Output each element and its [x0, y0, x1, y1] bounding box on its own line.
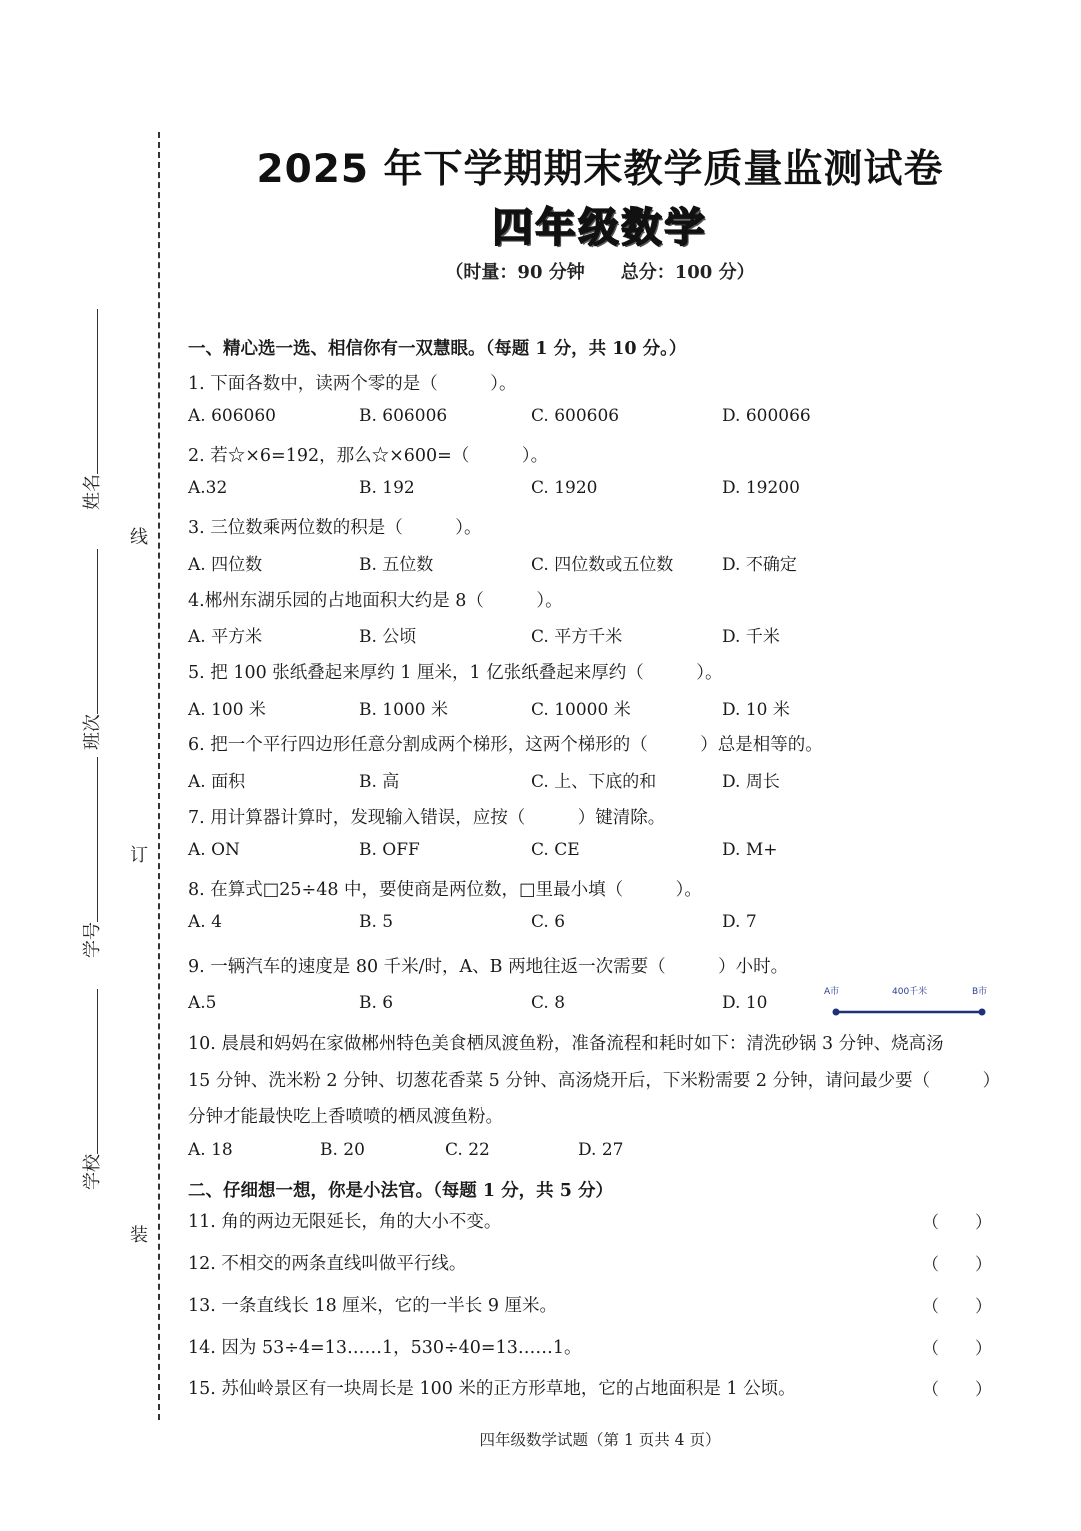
- question-2-option-d: D. 19200: [722, 478, 800, 498]
- question-6-option-d: D. 周长: [722, 772, 780, 792]
- question-4-text: 4.郴州东湖乐园的占地面积大约是 8（ ）。: [188, 591, 563, 611]
- question-8-option-c: C. 6: [531, 912, 566, 932]
- q10-line-2: 15 分钟、洗米粉 2 分钟、切葱花香菜 5 分钟、高汤烧开后，下米粉需要 2 分钟，请问最少要（ ）: [188, 1071, 1001, 1091]
- question-1-text: 1. 下面各数中，读两个零的是（ ）。: [188, 374, 517, 394]
- student-id-blank: [97, 757, 98, 922]
- question-1-option-a: A. 606060: [188, 406, 276, 426]
- question-1-option-c: C. 600606: [531, 406, 620, 426]
- bracket-close: ）: [975, 1339, 992, 1359]
- exam-meta: （时量：90 分钟 总分：100 分）: [445, 262, 755, 283]
- page-footer: 四年级数学试题（第 1 页共 4 页）: [479, 1431, 721, 1449]
- q10-line-3: 分钟才能最快吃上香喷喷的栖凤渡鱼粉。: [188, 1107, 503, 1127]
- question-7-option-d: D. M+: [722, 840, 778, 860]
- school-blank: [97, 989, 98, 1154]
- question-9-option-a: A.5: [188, 993, 217, 1013]
- judge-question-12-text: 12. 不相交的两条直线叫做平行线。: [188, 1254, 467, 1274]
- answer-bracket-12[interactable]: [922, 1250, 992, 1275]
- question-2-option-b: B. 192: [359, 478, 415, 498]
- question-8-text: 8. 在算式□25÷48 中，要使商是两位数，□里最小填（ ）。: [188, 880, 702, 900]
- question-3-option-c: C. 四位数或五位数: [531, 555, 674, 575]
- question-3-option-d: D. 不确定: [722, 555, 797, 575]
- student-id-field: [78, 757, 104, 958]
- question-5-option-a: A. 100 米: [188, 700, 266, 720]
- question-3-text: 3. 三位数乘两位数的积是（ ）。: [188, 518, 482, 538]
- question-5-option-c: C. 10000 米: [531, 700, 631, 720]
- question-4-option-b: B. 公顷: [359, 627, 417, 647]
- question-9-option-c: C. 8: [531, 993, 566, 1013]
- question-8-option-d: D. 7: [722, 912, 757, 932]
- q10-option-b: B. 20: [320, 1140, 365, 1160]
- q10-option-d: D. 27: [578, 1140, 624, 1160]
- question-5-option-d: D. 10 米: [722, 700, 790, 720]
- question-3-option-a: A. 四位数: [188, 555, 263, 575]
- question-6-option-c: C. 上、下底的和: [531, 772, 657, 792]
- question-7-option-b: B. OFF: [359, 840, 420, 860]
- name-field: [78, 309, 104, 510]
- question-6-option-a: A. 面积: [188, 772, 246, 792]
- question-2-text: 2. 若☆×6=192，那么☆×600=（ ）。: [188, 446, 549, 466]
- judge-question-14-text: 14. 因为 53÷4=13……1，530÷40=13……1。: [188, 1338, 582, 1358]
- bracket-open: （: [922, 1297, 939, 1317]
- name-label: 姓名: [82, 474, 103, 510]
- q10-option-c: C. 22: [445, 1140, 490, 1160]
- name-blank: [97, 309, 98, 474]
- bracket-open: （: [922, 1339, 939, 1359]
- bracket-close: ）: [975, 1380, 992, 1400]
- diagram-point-a: [833, 1009, 840, 1016]
- diagram-label-a: A市: [824, 987, 840, 997]
- q10-option-a: A. 18: [188, 1140, 233, 1160]
- class-field: [78, 549, 104, 750]
- binding-mark-staple: 订: [127, 845, 148, 863]
- question-9-option-b: B. 6: [359, 993, 394, 1013]
- binding-mark-bind: 装: [127, 1225, 148, 1243]
- diagram-label-distance: 400千米: [892, 987, 928, 997]
- judge-question-13-text: 13. 一条直线长 18 厘米，它的一半长 9 厘米。: [188, 1296, 558, 1316]
- bracket-open: （: [922, 1380, 939, 1400]
- distance-diagram: [820, 982, 995, 1022]
- bracket-close: ）: [975, 1297, 992, 1317]
- class-label: 班次: [82, 714, 103, 750]
- judge-question-15-text: 15. 苏仙岭景区有一块周长是 100 米的正方形草地，它的占地面积是 1 公顷。: [188, 1379, 796, 1399]
- bracket-close: ）: [975, 1255, 992, 1275]
- answer-bracket-15[interactable]: [922, 1375, 992, 1400]
- question-9-option-d: D. 10: [722, 993, 768, 1013]
- question-8-option-b: B. 5: [359, 912, 394, 932]
- exam-title: 2025 年下学期期末教学质量监测试卷: [256, 147, 944, 192]
- question-8-option-a: A. 4: [188, 912, 222, 932]
- question-3-option-b: B. 五位数: [359, 555, 434, 575]
- question-6-text: 6. 把一个平行四边形任意分割成两个梯形，这两个梯形的（ ）总是相等的。: [188, 735, 823, 755]
- judge-question-11-text: 11. 角的两边无限延长，角的大小不变。: [188, 1212, 502, 1232]
- school-field: [78, 989, 104, 1190]
- exam-subtitle: 四年级数学: [492, 205, 708, 251]
- question-9-text: 9. 一辆汽车的速度是 80 千米/时，A、B 两地往返一次需要（ ）小时。: [188, 957, 789, 977]
- question-7-option-a: A. ON: [188, 840, 240, 860]
- question-2-option-a: A.32: [188, 478, 228, 498]
- question-1-option-b: B. 606006: [359, 406, 448, 426]
- diagram-point-b: [979, 1009, 986, 1016]
- diagram-label-b: B市: [972, 987, 988, 997]
- question-1-option-d: D. 600066: [722, 406, 811, 426]
- question-5-text: 5. 把 100 张纸叠起来厚约 1 厘米，1 亿张纸叠起来厚约（ ）。: [188, 663, 723, 683]
- class-blank: [97, 549, 98, 714]
- answer-bracket-14[interactable]: [922, 1334, 992, 1359]
- question-4-option-a: A. 平方米: [188, 627, 263, 647]
- bracket-open: （: [922, 1255, 939, 1275]
- bracket-open: （: [922, 1213, 939, 1233]
- question-5-option-b: B. 1000 米: [359, 700, 448, 720]
- answer-bracket-11[interactable]: [922, 1208, 992, 1233]
- bracket-close: ）: [975, 1213, 992, 1233]
- question-2-option-c: C. 1920: [531, 478, 598, 498]
- question-6-option-b: B. 高: [359, 772, 400, 792]
- question-4-option-d: D. 千米: [722, 627, 780, 647]
- student-id-label: 学号: [82, 922, 103, 958]
- section1-heading: 一、精心选一选、相信你有一双慧眼。（每题 1 分，共 10 分。）: [188, 339, 687, 359]
- question-7-text: 7. 用计算器计算时，发现输入错误，应按（ ）键清除。: [188, 808, 666, 828]
- question-7-option-c: C. CE: [531, 840, 580, 860]
- answer-bracket-13[interactable]: [922, 1292, 992, 1317]
- section2-heading: 二、仔细想一想，你是小法官。（每题 1 分，共 5 分）: [188, 1181, 613, 1201]
- binding-mark-line: 线: [127, 527, 148, 545]
- question-4-option-c: C. 平方千米: [531, 627, 623, 647]
- school-label: 学校: [82, 1154, 103, 1190]
- binding-dashed-line: [158, 132, 160, 1420]
- q10-line-1: 10. 晨晨和妈妈在家做郴州特色美食栖凤渡鱼粉，准备流程和耗时如下：清洗砂锅 3 分钟、烧高汤: [188, 1034, 944, 1054]
